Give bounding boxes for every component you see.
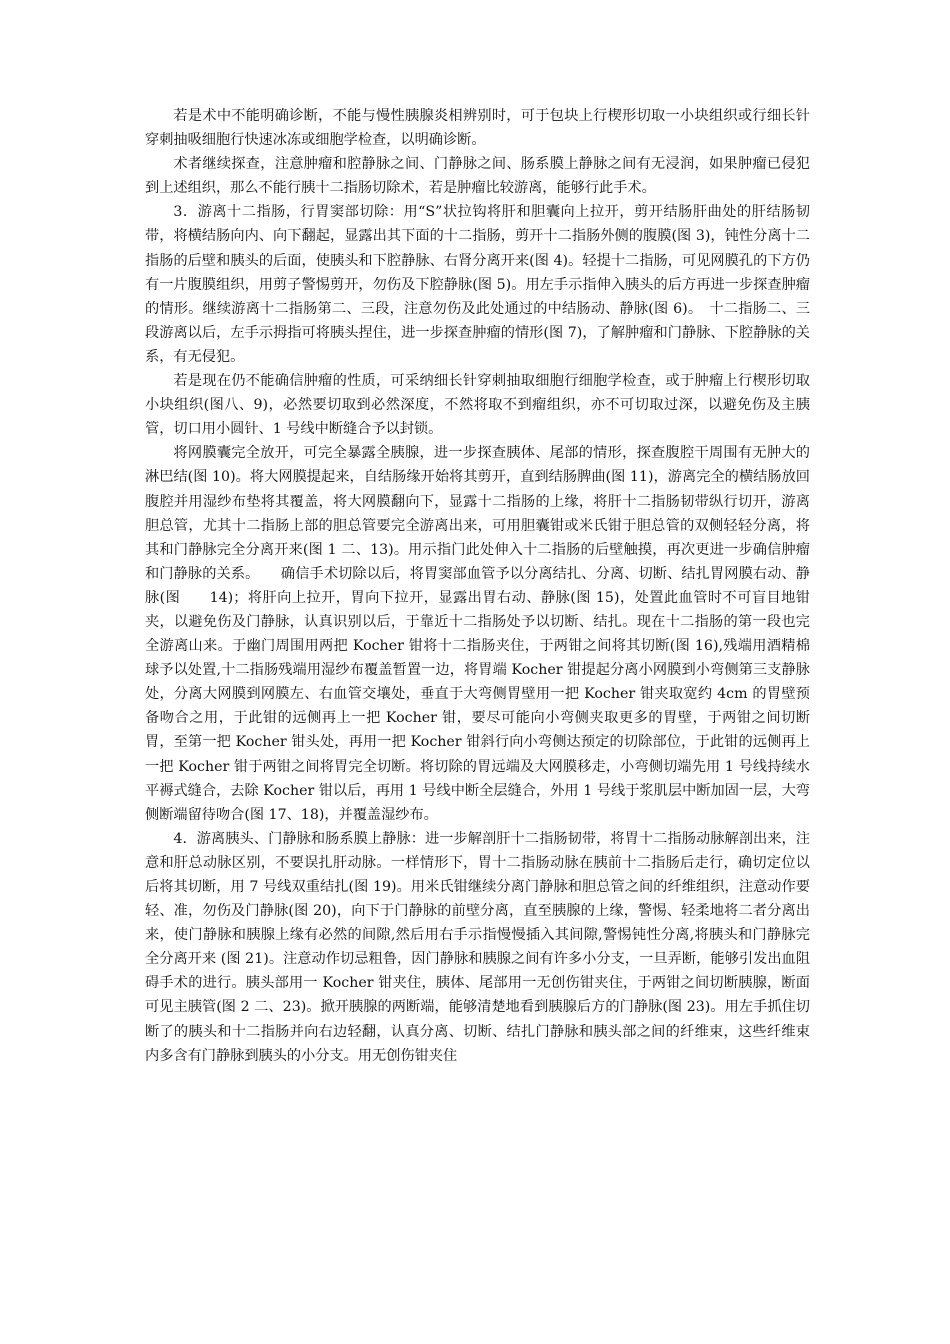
paragraph-step4-pancreatic-head: 4．游离胰头、门静脉和肠系膜上静脉：进一步解剖肝十二指肠韧带，将胃十二指肠动脉解剖出来，注意和肝总动脉区别，不要误扎肝动脉。一样情形下，胃十二指肠动脉在胰前十二指肠后走行，确切定位以后将其切断，用 7 号线双重结扎(图 19)。用米氏钳继续分离门静脉和胆总管之间的纤维组织，注意动作要轻、准，勿伤及门静脉(图 20)，向下于门静脉的前壁分离，直至胰腺的上缘，警惕、轻柔地将二者分离出来，使门静脉和胰腺上缘有必然的间隙,然后用右手示指慢慢插入其间隙,警惕钝性分离,将胰头和门静脉完全分离开来 (图 21)。注意动作切忌粗鲁，因门静脉和胰腺之间有许多小分支，一旦弄断，能够引发出血阻碍手术的进行。胰头部用一 Kocher 钳夹住，胰体、尾部用一无创伤钳夹住，于两钳之间切断胰腺，断面可见主胰管(图 2 二、23)。掀开胰腺的两断端，能够清楚地看到胰腺后方的门静脉(图 23)。用左手抓住切断了的胰头和十二指肠并向右边轻翻，认真分离、切断、结扎门静脉和胰头部之间的纤维束，这些纤维束内多含有门静脉到胰头的小分支。用无创伤钳夹住	[145, 830, 810, 1064]
document-page	[145, 104, 810, 1068]
paragraph-omental-bursa: 将网膜囊完全放开，可完全暴露全胰腺，进一步探查胰体、尾部的情形，探查腹腔干周围有无肿大的淋巴结(图 10)。将大网膜提起来，自结肠缘开始将其剪开，直到结肠脾曲(图 11)，游离完全的横结肠放回腹腔并用湿纱布垫将其覆盖，将大网膜翻向下，显露十二指肠的上缘，将肝十二指肠韧带纵行切开，游离胆总管，尤其十二指肠上部的胆总管要完全游离出来，可用胆囊钳或米氏钳于胆总管的双侧轻轻分离，将其和门静脉完全分离开来(图 1 二、13)。用示指门此处伸入十二指肠的后壁触摸，再次更进一步确信肿瘤和门静脉的关系。 确信手术切除以后，将胃窦部血管予以分离结扎、分离、切断、结扎胃网膜右动、静脉(图 14)；将肝向上拉开，胃向下拉开，显露出胃右动、静脉(图 15)，处置此血管时不可盲目地钳夹，以避免伤及门静脉，认真识别以后，于靠近十二指肠处予以切断、结扎。现在十二指肠的第一段也完全游离山来。于幽门周围用两把 Kocher 钳将十二指肠夹住，于两钳之间将其切断(图 16),残端用酒精棉球予以处置,十二指肠残端用湿纱布覆盖暂置一边，将胃端 Kocher 钳提起分离小网膜到小弯侧第三支静脉处，分离大网膜到网膜左、右血管交壤处，垂直于大弯侧胃壁用一把 Kocher 钳夹取宽约 4cm 的胃壁预备吻合之用，于此钳的远侧再上一把 Kocher 钳，要尽可能向小弯侧夹取更多的胃壁，于两钳之间切断胃，至第一把 Kocher 钳头处，再用一把 Kocher 钳斜行向小弯侧达预定的切除部位，于此钳的远侧再上一把 Kocher 钳于两钳之间将胃完全切断。将切除的胃远端及大网膜移走，小弯侧切端先用 1 号线持续水平褥式缝合，去除 Kocher 钳以后，再用 1 号线中断全层缝合，外用 1 号线于浆肌层中断加固一层，大弯侧断端留待吻合(图 17、18)，并覆盖湿纱布。	[145, 445, 810, 823]
paragraph-explore-invasion: 术者继续探查，注意肿瘤和腔静脉之间、门静脉之间、肠系膜上静脉之间有无浸润，如果肿瘤已侵犯到上述组织，那么不能行胰十二指肠切除术，若是肿瘤比较游离，能够行此手术。	[145, 156, 810, 197]
paragraph-intraop-diagnosis: 若是术中不能明确诊断，不能与慢性胰腺炎相辨别时，可于包块上行楔形切取一小块组织或行细长针穿刺抽吸细胞行快速冰冻或细胞学检查，以明确诊断。	[145, 108, 810, 149]
paragraph-biopsy: 若是现在仍不能确信肿瘤的性质，可采纳细长针穿刺抽取细胞行细胞学检查，或于肿瘤上行楔形切取小块组织(图八、9)，必然要切取到必然深度，不然将取不到瘤组织，亦不可切取过深，以避免伤及主胰管，切口用小圆针、1 号线中断缝合予以封锁。	[145, 373, 810, 438]
paragraph-step3-duodenum: 3．游离十二指肠，行胃窦部切除：用“S”状拉钩将肝和胆囊向上拉开，剪开结肠肝曲处的肝结肠韧带，将横结肠向内、向下翻起，显露出其下面的十二指肠，剪开十二指肠外侧的腹膜(图 3)，钝性分离十二指肠的后壁和胰头的后面，使胰头和下腔静脉、右肾分离开来(图 4)。轻提十二指肠，可见网膜孔的下方仍有一片腹膜组织，用剪子警惕剪开，勿伤及下腔静脉(图 5)。用左手示指伸入胰头的后方再进一步探查肿瘤的情形。继续游离十二指肠第二、三段，注意勿伤及此处通过的中结肠动、静脉(图 6)。 十二指肠二、三段游离以后，左手示拇指可将胰头捏住，进一步探查肿瘤的情形(图 7)，了解肿瘤和门静脉、下腔静脉的关系，有无侵犯。	[145, 204, 810, 365]
